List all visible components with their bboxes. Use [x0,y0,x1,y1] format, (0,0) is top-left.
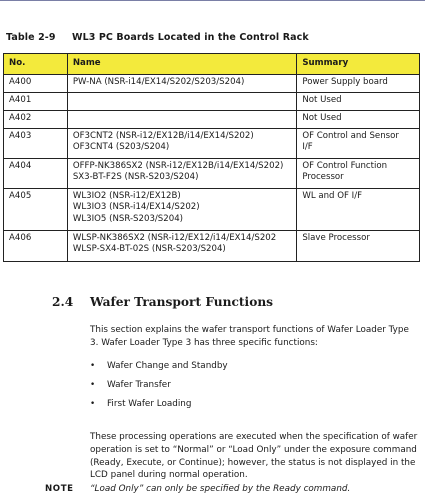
function-list [90,361,228,418]
cell-summary [297,128,420,158]
cell-name-line: OFFP-NK386SX2 (NSR-i12/EX12B/i14/EX14/S202) [72,160,284,171]
cell-summary-line: WL and OF I/F [302,190,363,201]
cell-name-line: WL3IO5 (NSR-S203/S204) [72,213,184,224]
cell-summary [297,158,420,188]
cell-summary-line: OF Control and Sensor [302,130,399,141]
cell-name [67,230,296,261]
header-summary: Summary [297,54,420,75]
cell-no: A405 [4,188,68,230]
table-row [4,158,420,188]
cell-name-line: WL3IO2 (NSR-i12/EX12B) [72,190,181,201]
cell-name [67,110,296,128]
cell-name [67,92,296,110]
intro-paragraph: This section explains the wafer transport functions of Wafer Loader Type 3. Wafer Loader Type 3 has three specific functions: [90,325,409,348]
cell-summary [297,92,420,110]
header-name: Name [67,54,296,75]
cell-name [67,188,296,230]
cell-summary [297,110,420,128]
table-row [4,110,420,128]
bullet-icon: • [90,399,96,409]
cell-name-line: SX3-BT-F2S (NSR-S203/S204) [72,172,199,182]
cell-no: A406 [4,230,68,261]
cell-summary-line: I/F [302,142,313,152]
cell-name-line: OF3CNT2 (NSR-i12/EX12B/i14/EX14/S202) [72,130,254,141]
table-header-row [4,54,420,75]
table-row [4,74,420,92]
table-number: Table 2-9 [6,32,56,43]
cell-no: A400 [4,74,68,92]
pc-boards-table [3,53,420,262]
cell-summary-line: Not Used [302,112,342,123]
table-caption [6,32,309,43]
cell-summary [297,230,420,261]
list-item [90,399,228,418]
bullet-icon: • [90,380,96,390]
cell-name [67,128,296,158]
note-text: “Load Only” can only be specified by the Ready command. [90,484,351,494]
cell-summary-line: Slave Processor [302,232,370,243]
cell-name-line: WLSP-SX4-BT-02S (NSR-S203/S204) [72,244,226,254]
list-item-label: Wafer Change and Standby [107,361,228,371]
table-row [4,188,420,230]
cell-summary-line: Not Used [302,94,342,105]
cell-name-line: WLSP-NK386SX2 (NSR-i12/EX12/i14/EX14/S202 [72,232,277,243]
cell-summary [297,188,420,230]
cell-summary-line: OF Control Function [302,160,388,171]
cell-name-line: PW-NA (NSR-i14/EX14/S202/S203/S204) [72,76,245,87]
section-number: 2.4 [52,295,74,309]
table-row [4,230,420,261]
cell-summary-line: Processor [302,172,344,182]
cell-no: A404 [4,158,68,188]
cell-summary-line: Power Supply board [302,76,388,87]
top-rule [0,0,425,1]
table-row [4,92,420,110]
section-heading [52,295,273,309]
list-item [90,380,228,399]
note-label: NOTE [45,484,74,494]
cell-name [67,158,296,188]
cell-no: A403 [4,128,68,158]
table-row [4,128,420,158]
table-title: WL3 PC Boards Located in the Control Rack [72,32,309,43]
bullet-icon: • [90,361,96,371]
list-item-label: Wafer Transfer [107,380,171,390]
cell-name [67,74,296,92]
cell-summary [297,74,420,92]
cell-no: A402 [4,110,68,128]
cell-name-line: OF3CNT4 (S203/S204) [72,142,170,152]
list-item [90,361,228,380]
section-title: Wafer Transport Functions [90,295,274,309]
cell-name-line: WL3IO3 (NSR-i14/EX14/S202) [72,202,200,212]
header-no: No. [4,54,68,75]
list-item-label: First Wafer Loading [107,399,192,409]
body-paragraph: These processing operations are executed when the specification of wafer operation is set to “Normal” or “Load Only” under the exposure command (Ready, Execute, or Continue); however, the status is not displayed in the LCD panel during normal operation. [90,432,418,481]
cell-no: A401 [4,92,68,110]
